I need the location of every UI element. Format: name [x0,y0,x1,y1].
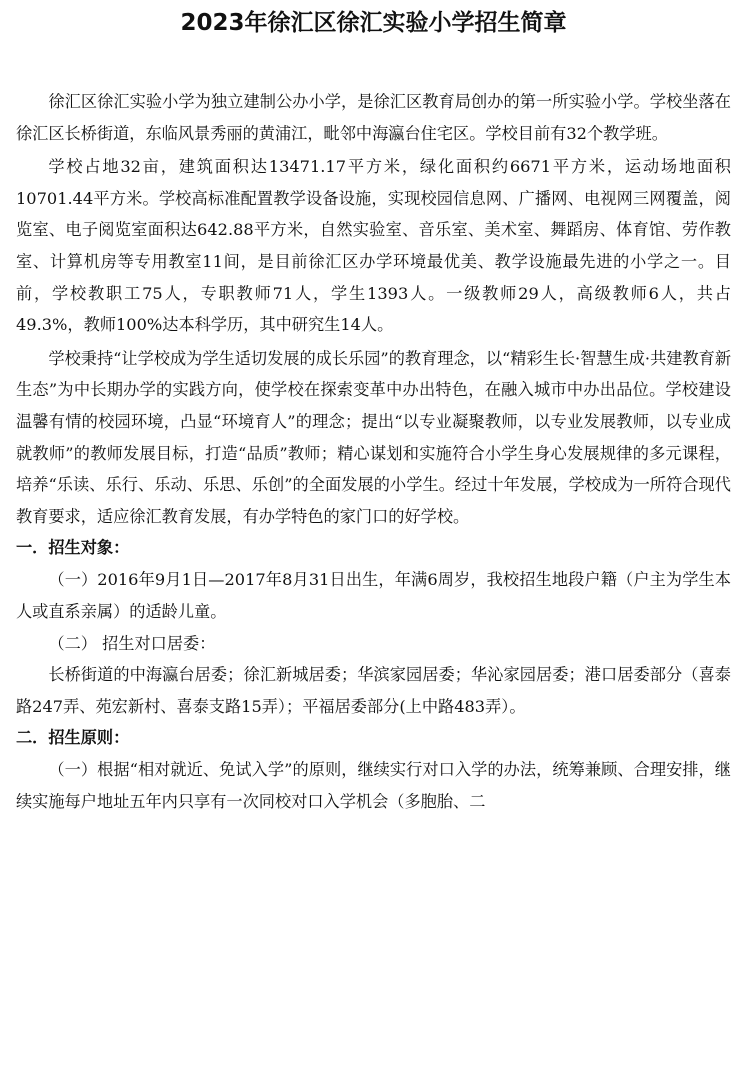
section-heading-enrollment-principles: 二．招生原则： [16,728,130,748]
enrollment-principles-item-1: （一）根据“相对就近、免试入学”的原则，继续实行对口入学的办法，统筹兼顾、合理安排，继续实施每户地址五年内只享有一次同校对口入学机会（多胞胎、二 [16,760,731,811]
intro-paragraph-3: 学校秉持“让学校成为学生适切发展的成长乐园”的教育理念，以“精彩生长·智慧生成·共建教育新生态”为中长期办学的实践方向，使学校在探索变革中办出特色，在融入城市中办出品位。学校建设温馨有情的校园环境，凸显“环境育人”的理念；提出“以专业凝聚教师，以专业发展教师，以专业成就教师”的教师发展目标，打造“品质”教师；精心谋划和实施符合小学生身心发展规律的多元课程，培养“乐读、乐行、乐动、乐思、乐创”的全面发展的小学生。经过十年发展，学校成为一所符合现代教育要求，适应徐汇教育发展，有办学特色的家门口的好学校。 [16,348,732,526]
enrollment-target-item-2: （二） 招生对口居委： [48,633,216,653]
section-heading-enrollment-target: 一．招生对象： [16,538,130,558]
enrollment-target-item-2-body: 长桥街道的中海瀛台居委；徐汇新城居委；华滨家园居委；华沁家园居委；港口居委部分（喜泰路247弄、苑宏新村、喜泰支路15弄）；平福居委部分(上中路483弄）。 [16,665,731,716]
intro-paragraph-1: 徐汇区徐汇实验小学为独立建制公办小学，是徐汇区教育局创办的第一所实验小学。学校坐落在徐汇区长桥街道，东临风景秀丽的黄浦江，毗邻中海瀛台住宅区。学校目前有32个教学班。 [16,92,731,143]
document-title: 2023年徐汇区徐汇实验小学招生简章 [180,10,567,36]
intro-paragraph-2: 学校占地32亩，建筑面积达13471.17平方米，绿化面积约6671平方米，运动场地面积10701.44平方米。学校高标准配置教学设备设施，实现校园信息网、广播网、电视网三网覆盖，阅览室、电子阅览室面积达642.88平方米，自然实验室、音乐室、美术室、舞蹈房、体育馆、劳作教室、计算机房等专用教室11间，是目前徐汇区办学环境最优美、教学设施最先进的小学之一。目前，学校教职工75人，专职教师71人，学生1393人。一级教师29人，高级教师6人，共占49.3%，教师100%达本科学历，其中研究生14人。 [16,157,731,335]
enrollment-target-item-1: （一）2016年9月1日—2017年8月31日出生，年满6周岁，我校招生地段户籍（户主为学生本人或直系亲属）的适龄儿童。 [16,570,731,621]
